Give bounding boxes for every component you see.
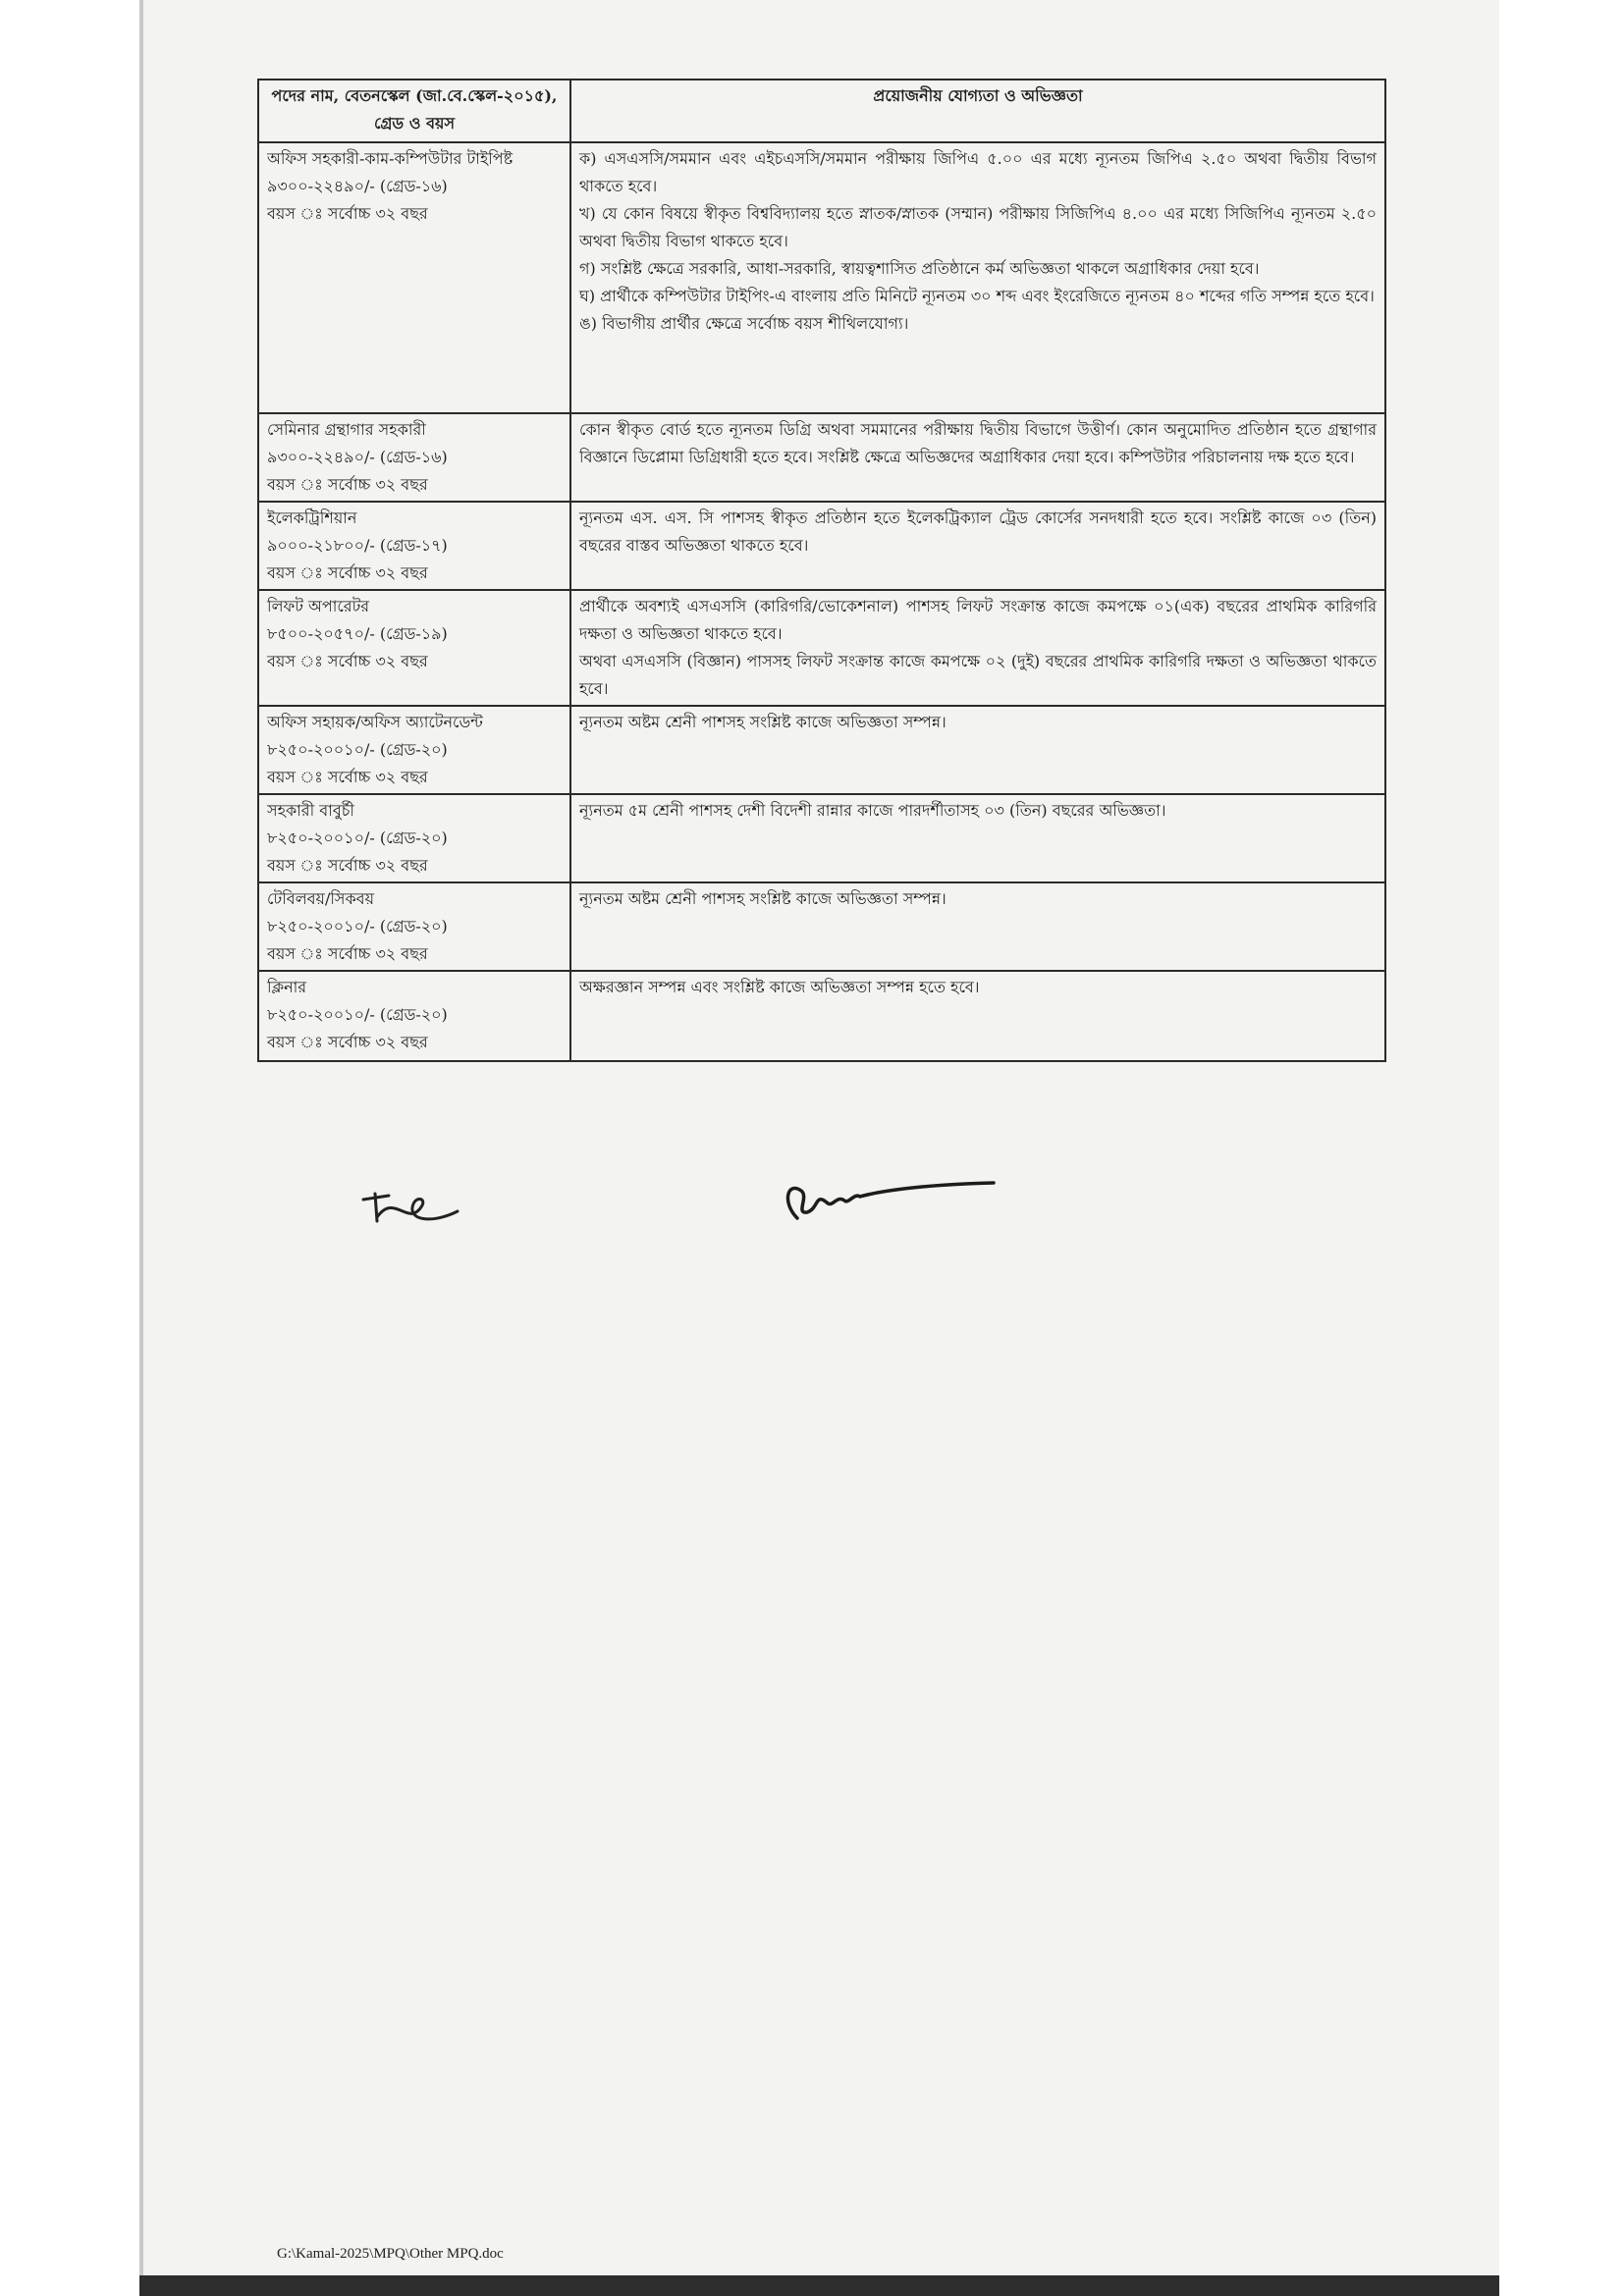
post-name: লিফট অপারেটর: [267, 597, 370, 615]
initial-signature: [355, 1178, 463, 1237]
pay-scale: ৮৫০০-২০৫৭০/- (গ্রেড-১৯): [267, 624, 448, 643]
requirement-cell: [570, 502, 1385, 590]
requirement-cell: [570, 706, 1385, 794]
pay-scale: ৯৩০০-২২৪৯০/- (গ্রেড-১৬): [267, 448, 448, 466]
requirement-item: অক্ষরজ্ঞান সম্পন্ন এবং সংশ্লিষ্ট কাজে অভিজ্ঞতা সম্পন্ন হতে হবে।: [579, 978, 980, 996]
post-cell: [258, 502, 570, 590]
requirement-item: ঙ) বিভাগীয় প্রার্থীর ক্ষেত্রে সর্বোচ্চ বয়স শীথিলযোগ্য।: [579, 314, 909, 333]
header-qualification: প্রয়োজনীয় যোগ্যতা ও অভিজ্ঞতা: [570, 80, 1385, 142]
requirement-item: ঘ) প্রার্থীকে কম্পিউটার টাইপিং-এ বাংলায় প্রতি মিনিটে ন্যূনতম ৩০ শব্দ এবং ইংরেজিতে ন্যূনতম ৪০ শব্দের গতি সম্পন্ন হতে হবে।: [579, 287, 1375, 305]
requirement-item: ন্যূনতম ৫ম শ্রেনী পাশসহ দেশী বিদেশী রান্নার কাজে পারদর্শীতাসহ ০৩ (তিন) বছরের অভিজ্ঞতা।: [579, 801, 1166, 820]
requirement-cell: [570, 413, 1385, 502]
requirement-cell: [570, 882, 1385, 971]
requirement-item: গ) সংশ্লিষ্ট ক্ষেত্রে সরকারি, আধা-সরকারি, স্বায়ত্বশাসিত প্রতিষ্ঠানে কর্ম অভিজ্ঞতা থাকলে অগ্রাধিকার দেয়া হবে।: [579, 259, 1260, 278]
requirement-item: ন্যূনতম অষ্টম শ্রেনী পাশসহ সংশ্লিষ্ট কাজে অভিজ্ঞতা সম্পন্ন।: [579, 713, 947, 731]
requirement-cell: [570, 971, 1385, 1061]
table-row: [258, 502, 1385, 590]
post-cell: [258, 882, 570, 971]
post-cell: [258, 706, 570, 794]
pay-scale: ৯০০০-২১৮০০/- (গ্রেড-১৭): [267, 536, 448, 555]
requirement-cell: [570, 142, 1385, 413]
table-row: [258, 413, 1385, 502]
pay-scale: ৮২৫০-২০০১০/- (গ্রেড-২০): [267, 1005, 448, 1024]
post-name: সহকারী বাবুর্চী: [267, 801, 354, 820]
post-name: ইলেকট্রিশিয়ান: [267, 508, 357, 527]
requirement-item: কোন স্বীকৃত বোর্ড হতে ন্যূনতম ডিগ্রি অথবা সমমানের পরীক্ষায় দ্বিতীয় বিভাগে উত্তীর্ণ। কোন অনুমোদিত প্রতিষ্ঠান হতে গ্রন্থাগার বিজ্ঞানে ডিপ্লোমা ডিগ্রিধারী হতে হবে। সংশ্লিষ্ট ক্ষেত্রে অভিজ্ঞদের অগ্রাধিকার দেয়া হবে। কম্পিউটার পরিচালনায় দক্ষ হতে হবে।: [579, 420, 1377, 466]
table-header-row: [258, 80, 1385, 142]
post-cell: [258, 413, 570, 502]
age-limit: বয়স ঃ সর্বোচ্চ ৩২ বছর: [267, 1033, 428, 1051]
requirement-item: ক) এসএসসি/সমমান এবং এইচএসসি/সমমান পরীক্ষায় জিপিএ ৫.০০ এর মধ্যে ন্যূনতম জিপিএ ২.৫০ অথবা দ্বিতীয় বিভাগ থাকতে হবে।: [579, 149, 1377, 195]
table-row: [258, 794, 1385, 882]
requirement-item: অথবা এসএসসি (বিজ্ঞান) পাসসহ লিফট সংক্রান্ত কাজে কমপক্ষে ০২ (দুই) বছরের প্রাথমিক কারিগরি দক্ষতা ও অভিজ্ঞতা থাকতে হবে।: [579, 652, 1377, 698]
post-cell: [258, 971, 570, 1061]
age-limit: বয়স ঃ সর্বোচ্চ ৩২ বছর: [267, 944, 428, 963]
post-name: অফিস সহায়ক/অফিস অ্যাটেনডেন্ট: [267, 713, 483, 731]
table-row: [258, 882, 1385, 971]
table-row: [258, 706, 1385, 794]
pay-scale: ৮২৫০-২০০১০/- (গ্রেড-২০): [267, 917, 448, 935]
requirement-item: ন্যূনতম অষ্টম শ্রেনী পাশসহ সংশ্লিষ্ট কাজে অভিজ্ঞতা সম্পন্ন।: [579, 889, 947, 908]
post-name: ক্লিনার: [267, 978, 307, 996]
post-cell: [258, 142, 570, 413]
requirements-table: [257, 79, 1386, 1062]
pay-scale: ৯৩০০-২২৪৯০/- (গ্রেড-১৬): [267, 177, 448, 195]
requirement-cell: [570, 794, 1385, 882]
table-row: [258, 590, 1385, 706]
post-name: সেমিনার গ্রন্থাগার সহকারী: [267, 420, 426, 439]
age-limit: বয়স ঃ সর্বোচ্চ ৩২ বছর: [267, 856, 428, 875]
pay-scale: ৮২৫০-২০০১০/- (গ্রেড-২০): [267, 828, 448, 847]
requirement-item: খ) যে কোন বিষয়ে স্বীকৃত বিশ্ববিদ্যালয় হতে স্নাতক/স্নাতক (সম্মান) পরীক্ষায় সিজিপিএ ৪.০০ এর মধ্যে সিজিপিএ ন্যূনতম ২.৫০ অথবা দ্বিতীয় বিভাগ থাকতে হবে।: [579, 204, 1377, 250]
post-name: অফিস সহকারী-কাম-কম্পিউটার টাইপিষ্ট: [267, 149, 514, 168]
post-cell: [258, 794, 570, 882]
age-limit: বয়স ঃ সর্বোচ্চ ৩২ বছর: [267, 768, 428, 786]
requirement-item: ন্যূনতম এস. এস. সি পাশসহ স্বীকৃত প্রতিষ্ঠান হতে ইলেকট্রিক্যাল ট্রেড কোর্সের সনদধারী হতে হবে। সংশ্লিষ্ট কাজে ০৩ (তিন) বছরের বাস্তব অভিজ্ঞতা থাকতে হবে।: [579, 508, 1377, 555]
requirement-cell: [570, 590, 1385, 706]
header-post-pay-age: পদের নাম, বেতনস্কেল (জা.বে.স্কেল-২০১৫), গ্রেড ও বয়স: [258, 80, 570, 142]
age-limit: বয়স ঃ সর্বোচ্চ ৩২ বছর: [267, 563, 428, 582]
table-row: [258, 971, 1385, 1061]
post-name: টেবিলবয়/সিকবয়: [267, 889, 375, 908]
age-limit: বয়স ঃ সর্বোচ্চ ৩২ বছর: [267, 652, 428, 670]
scan-bottom-edge: [139, 2275, 1499, 2296]
post-cell: [258, 590, 570, 706]
requirement-item: প্রার্থীকে অবশ্যই এসএসসি (কারিগরি/ভোকেশনাল) পাশসহ লিফট সংক্রান্ত কাজে কমপক্ষে ০১(এক) বছরের প্রাথমিক কারিগরি দক্ষতা ও অভিজ্ঞতা থাকতে হবে।: [579, 597, 1377, 643]
table-row: [258, 142, 1385, 413]
pay-scale: ৮২৫০-২০০১০/- (গ্রেড-২০): [267, 740, 448, 759]
file-path-footer: G:\Kamal-2025\MPQ\Other MPQ.doc: [277, 2246, 504, 2262]
main-signature: [776, 1163, 1001, 1242]
age-limit: বয়স ঃ সর্বোচ্চ ৩২ বছর: [267, 475, 428, 494]
scan-edge: [139, 0, 143, 2296]
age-limit: বয়স ঃ সর্বোচ্চ ৩২ বছর: [267, 204, 428, 223]
